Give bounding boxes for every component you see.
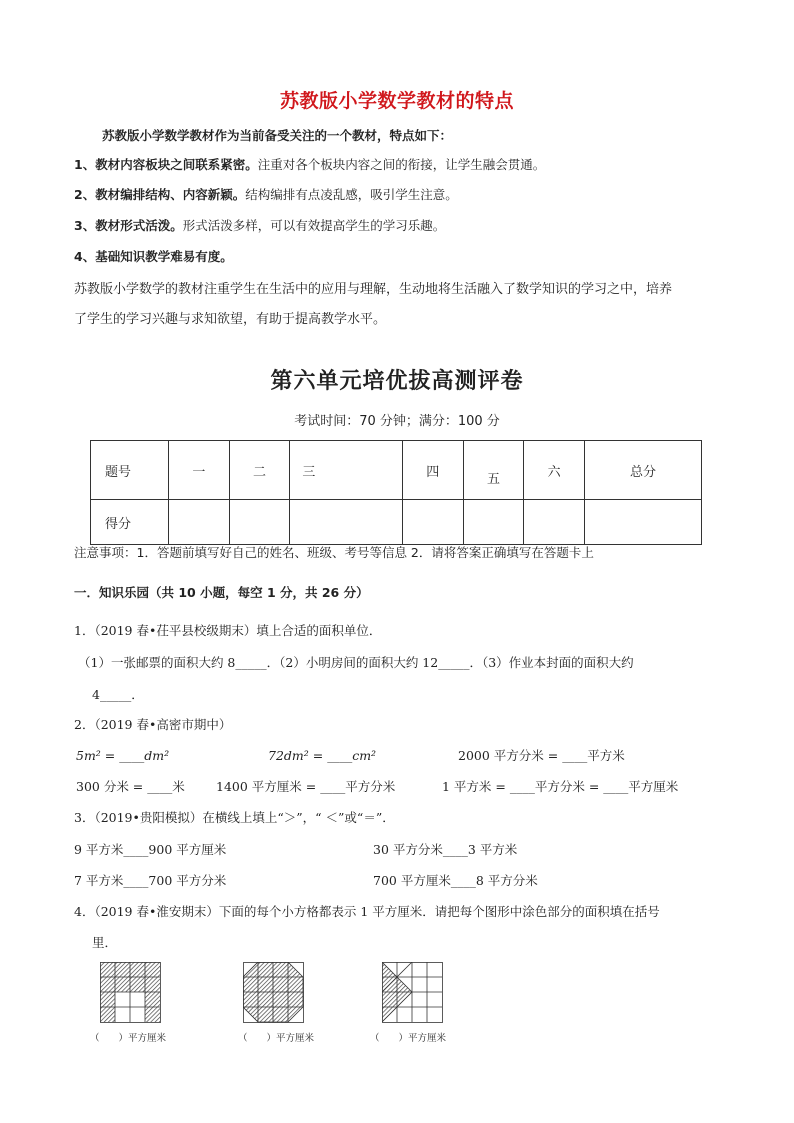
- point-text: 形式活泼多样，可以有效提高学生的学习乐趣。: [182, 218, 446, 233]
- point-text: 注重对各个板块内容之间的衔接，让学生融会贯通。: [257, 157, 546, 172]
- score-cell[interactable]: [169, 500, 230, 545]
- table-header-cell: 一: [169, 441, 230, 500]
- intro-point-1: [74, 157, 545, 173]
- figure-3-caption: （ ）平方厘米: [370, 1033, 447, 1044]
- figure-3-grid: [382, 962, 444, 1024]
- q1-line2: 4_____．: [92, 687, 144, 702]
- q3-item-a: 9 平方米____900 平方厘米: [74, 842, 227, 857]
- score-cell[interactable]: [524, 500, 585, 545]
- q2-stem: 2．（2019 春•高密市期中）: [74, 717, 232, 732]
- q1-stem: 1．（2019 春•茌平县校级期末）填上合适的面积单位．: [74, 623, 382, 638]
- intro-point-3: [74, 218, 445, 234]
- point-head: 1、教材内容板块之间联系紧密。: [74, 157, 258, 172]
- q3-item-c: 7 平方米____700 平方分米: [74, 873, 227, 888]
- table-header-cell: 六: [524, 441, 585, 500]
- figure-2-caption: （ ）平方厘米: [238, 1033, 315, 1044]
- exam-subtitle: 考试时间：70 分钟；满分：100 分: [294, 414, 500, 429]
- table-row-label: 得分: [91, 500, 169, 545]
- q2-item-c: 2000 平方分米 = ____平方米: [458, 748, 625, 763]
- q2-item-f: 1 平方米 = ____平方分米 = ____平方厘米: [442, 779, 679, 794]
- q2-item-d: 300 分米 = ____米: [76, 779, 185, 794]
- figure-1-grid: [100, 962, 162, 1024]
- q2-item-a: 5m² = ____dm²: [76, 748, 170, 763]
- score-cell[interactable]: [463, 500, 524, 545]
- point-head: 4、基础知识教学难易有度。: [74, 249, 233, 264]
- intro-point-4: [74, 249, 233, 265]
- exam-notice: 注意事项：1．答题前填写好自己的姓名、班级、考号等信息 2．请将答案正确填写在答题卡上: [74, 545, 594, 560]
- intro-point-2: [74, 187, 458, 203]
- score-table: [90, 440, 702, 545]
- exam-title: 第六单元培优拔高测评卷: [270, 368, 524, 394]
- q4-stem: 4．（2019 春•淮安期末）下面的每个小方格都表示 1 平方厘米．请把每个图形中涂色部分的面积填在括号: [74, 904, 660, 919]
- figure-1-caption: （ ）平方厘米: [90, 1033, 167, 1044]
- q2-item-b: 72dm² = ____cm²: [268, 748, 377, 763]
- table-header-cell: 题号: [91, 441, 169, 500]
- intro-title: 苏教版小学数学教材的特点: [279, 90, 514, 112]
- point-head: 3、教材形式活泼。: [74, 218, 183, 233]
- intro-summary-line1: 苏教版小学数学的教材注重学生在生活中的应用与理解，生动地将生活融入了数学知识的学习之中，培养: [74, 282, 673, 297]
- q1-line1: （1）一张邮票的面积大约 8_____．（2）小明房间的面积大约 12_____．（3）作业本封面的面积大约: [78, 655, 634, 670]
- score-table-header-row: [91, 441, 702, 500]
- figure-2-grid: [243, 962, 305, 1024]
- table-header-cell: 二: [229, 441, 290, 500]
- table-header-cell: 四: [402, 441, 463, 500]
- table-header-cell: 三: [290, 441, 403, 500]
- score-cell[interactable]: [229, 500, 290, 545]
- intro-lead: 苏教版小学数学教材作为当前备受关注的一个教材，特点如下：: [102, 128, 453, 143]
- point-head: 2、教材编排结构、内容新颖。: [74, 187, 246, 202]
- table-header-cell: 总分: [584, 441, 701, 500]
- q3-item-b: 30 平方分米____3 平方米: [373, 842, 518, 857]
- intro-summary-line2: 了学生的学习兴趣与求知欲望，有助于提高教学水平。: [74, 312, 387, 327]
- score-cell[interactable]: [584, 500, 701, 545]
- table-header-cell: 五: [463, 441, 524, 500]
- score-table-score-row: [91, 500, 702, 545]
- q3-stem: 3．（2019•贵阳模拟）在横线上填上“＞”，“ ＜”或“＝”．: [74, 810, 395, 825]
- section-heading: 一．知识乐园（共 10 小题，每空 1 分，共 26 分）: [74, 585, 369, 600]
- score-cell[interactable]: [402, 500, 463, 545]
- score-cell[interactable]: [290, 500, 403, 545]
- q4-stem-cont: 里．: [92, 935, 118, 950]
- q2-item-e: 1400 平方厘米 = ____平方分米: [216, 779, 396, 794]
- point-text: 结构编排有点凌乱感，吸引学生注意。: [245, 187, 458, 202]
- q3-item-d: 700 平方厘米____8 平方分米: [373, 873, 538, 888]
